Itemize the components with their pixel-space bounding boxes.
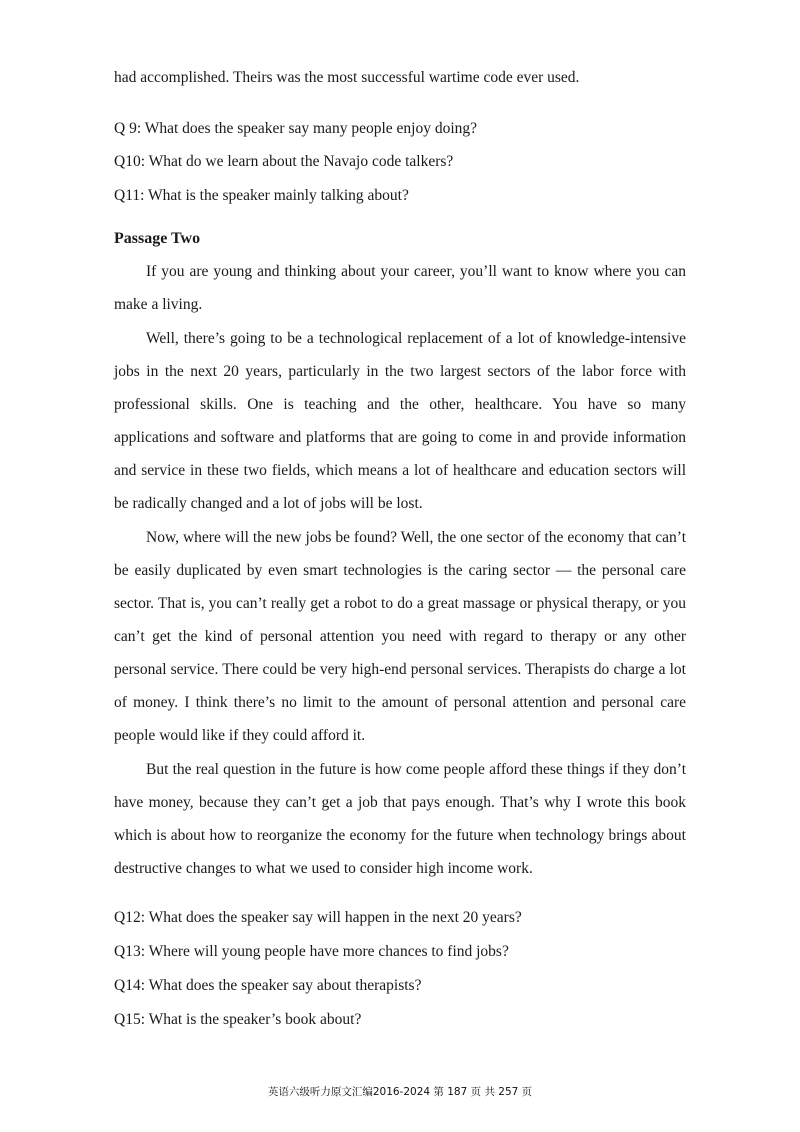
paragraph-line: people would like if they could afford it. <box>114 727 366 744</box>
paragraph-line: personal service. There could be very high-end personal services. Therapists do charge a lot <box>114 661 686 678</box>
question-14: Q14: What does the speaker say about therapists? <box>114 977 422 994</box>
paragraph-line: and service in these two fields, which means a lot of healthcare and education sectors will <box>114 462 686 479</box>
paragraph-line: Now, where will the new jobs be found? Well, the one sector of the economy that can’t <box>146 529 686 546</box>
paragraph-line: have money, because they can’t get a job that pays enough. That’s why I wrote this book <box>114 794 686 811</box>
paragraph-line: can’t get the kind of personal attention you need with regard to therapy or any other <box>114 628 686 645</box>
passage-title: Passage Two <box>114 230 201 247</box>
paragraph-line: destructive changes to what we used to consider high income work. <box>114 860 533 877</box>
question-10: Q10: What do we learn about the Navajo code talkers? <box>114 153 454 170</box>
paragraph-line: make a living. <box>114 296 203 313</box>
question-12: Q12: What does the speaker say will happen in the next 20 years? <box>114 909 522 926</box>
question-13: Q13: Where will young people have more chances to find jobs? <box>114 943 509 960</box>
paragraph-line: If you are young and thinking about your career, you’ll want to know where you can <box>146 263 686 280</box>
paragraph-line: which is about how to reorganize the economy for the future when technology brings about <box>114 827 686 844</box>
paragraph-line: But the real question in the future is how come people afford these things if they don’t <box>146 761 686 778</box>
question-9: Q 9: What does the speaker say many people enjoy doing? <box>114 120 478 137</box>
paragraph-line: Well, there’s going to be a technological replacement of a lot of knowledge-intensive <box>146 330 686 347</box>
paragraph-line: professional skills. One is teaching and the other, healthcare. You have so many <box>114 396 686 413</box>
question-11: Q11: What is the speaker mainly talking about? <box>114 187 409 204</box>
paragraph-line: jobs in the next 20 years, particularly in the two largest sectors of the labor force with <box>114 363 686 380</box>
intro-line: had accomplished. Theirs was the most successful wartime code ever used. <box>114 69 580 86</box>
paragraph-line: applications and software and platforms that are going to come in and provide information <box>114 429 686 446</box>
page-footer: 英语六级听力原文汇编2016-2024 第 187 页 共 257 页 <box>267 1086 533 1098</box>
paragraph-line: sector. That is, you can’t really get a robot to do a great massage or physical therapy, or you <box>114 595 686 612</box>
question-15: Q15: What is the speaker’s book about? <box>114 1011 362 1028</box>
paragraph-line: of money. I think there’s no limit to the amount of personal attention and personal care <box>114 694 686 711</box>
paragraph-line: be radically changed and a lot of jobs will be lost. <box>114 495 423 512</box>
paragraph-line: be easily duplicated by even smart technologies is the caring sector — the personal care <box>114 562 686 579</box>
